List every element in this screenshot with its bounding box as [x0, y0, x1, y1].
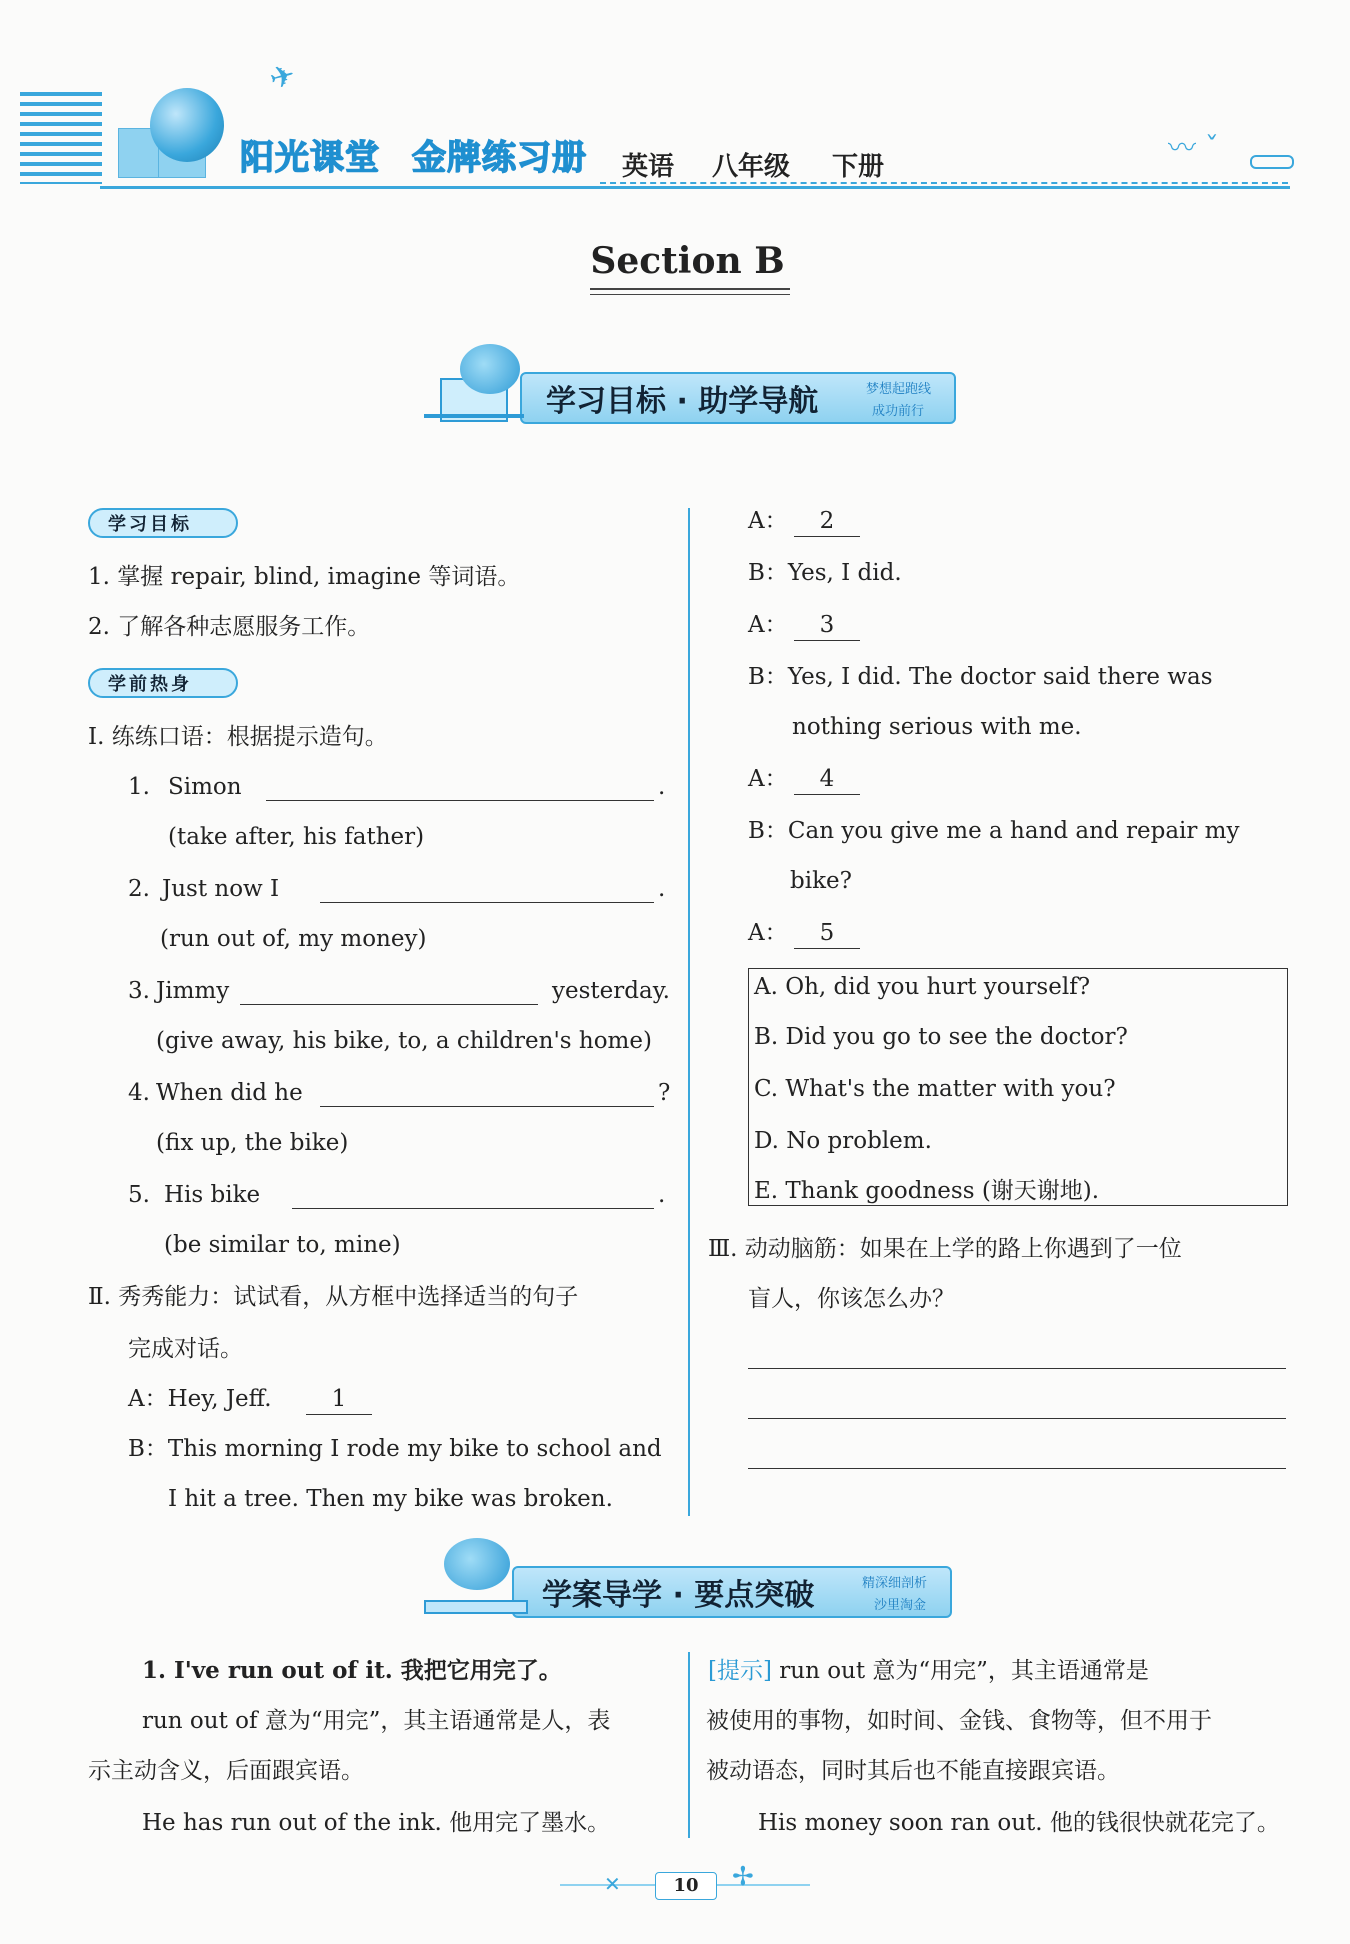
- volume-label: 下册: [832, 152, 885, 182]
- key-point-text: run out 意为“用完”，其主语通常是: [771, 1658, 1149, 1684]
- column-divider: [688, 508, 690, 1516]
- column-divider: [688, 1652, 690, 1838]
- section-title: Section B: [590, 240, 785, 282]
- sentence-number: 4.: [128, 1080, 150, 1106]
- answer-blank[interactable]: [320, 1082, 654, 1107]
- banner-slogan-1: 精深细剖析: [862, 1576, 928, 1591]
- header-end-ornament: [1250, 155, 1294, 169]
- answer-blank[interactable]: [292, 1184, 654, 1209]
- part2-heading: Ⅱ. 秀秀能力：试试看，从方框中选择适当的句子: [88, 1284, 579, 1310]
- answer-blank[interactable]: 4: [794, 764, 860, 795]
- key-point-text: 被动语态，同时其后也不能直接跟宾语。: [706, 1758, 1120, 1784]
- brand-subtitle: 金牌练习册: [412, 138, 587, 178]
- header-dashline: [600, 182, 1288, 184]
- sentence-end: yesterday.: [552, 978, 670, 1004]
- answer-blank[interactable]: [266, 776, 654, 801]
- goal-item: 2. 了解各种志愿服务工作。: [88, 614, 371, 640]
- sentence-number: 1.: [128, 774, 150, 800]
- sentence-lead: His bike: [164, 1182, 261, 1208]
- hint-label: [提示]: [708, 1658, 772, 1684]
- star-icon: ✕: [604, 1872, 621, 1896]
- answer-blank[interactable]: 1: [306, 1384, 372, 1415]
- tree-icon: [460, 344, 520, 394]
- answer-line[interactable]: [748, 1418, 1286, 1419]
- answer-line[interactable]: [748, 1368, 1286, 1369]
- option-item: E. Thank goodness (谢天谢地).: [754, 1178, 1100, 1204]
- sentence-number: 3.: [128, 978, 150, 1004]
- sentence-hint: (take after, his father): [168, 824, 425, 850]
- sentence-hint: (fix up, the bike): [156, 1130, 349, 1156]
- answer-blank[interactable]: [320, 878, 654, 903]
- section-title-underline: [590, 288, 790, 295]
- sentence-end: .: [658, 774, 666, 800]
- dialog-line-cont: nothing serious with me.: [792, 714, 1082, 740]
- dialog-line: B：This morning I rode my bike to school and: [128, 1436, 662, 1462]
- dialog-speaker: A：: [748, 920, 788, 946]
- option-item: A. Oh, did you hurt yourself?: [754, 974, 1091, 1000]
- option-item: C. What's the matter with you?: [754, 1076, 1116, 1102]
- banner-slogan-2: 沙里淘金: [874, 1598, 927, 1613]
- paper-plane-icon: ✈: [265, 57, 300, 98]
- grade-label: 八年级: [712, 152, 791, 182]
- answer-line[interactable]: [748, 1468, 1286, 1469]
- part3-heading-cont: 盲人，你该怎么办？: [748, 1286, 955, 1312]
- dialog-line: A：Hey, Jeff.: [128, 1386, 272, 1412]
- tree-icon: [444, 1538, 510, 1590]
- dialog-line: I hit a tree. Then my bike was broken.: [168, 1486, 613, 1512]
- answer-blank[interactable]: 3: [794, 610, 860, 641]
- answer-blank[interactable]: 5: [794, 918, 860, 949]
- sentence-end: ?: [658, 1080, 671, 1106]
- banner-slogan-2: 成功前行: [872, 404, 925, 419]
- sentence-lead: When did he: [156, 1080, 303, 1106]
- key-point-text: 被使用的事物，如时间、金钱、食物等，但不用于: [706, 1708, 1212, 1734]
- sentence-hint: (run out of, my money): [160, 926, 427, 952]
- dialog-line-cont: bike?: [790, 868, 852, 894]
- tag-study-goals: 学习目标: [88, 508, 238, 538]
- key-point-text: 示主动含义，后面跟宾语。: [88, 1758, 364, 1784]
- banner-title: 学习目标 · 助学导航: [546, 384, 819, 419]
- sentence-hint: (be similar to, mine): [164, 1232, 401, 1258]
- sentence-number: 5.: [128, 1182, 150, 1208]
- key-point-example: His money soon ran out. 他的钱很快就花完了。: [758, 1810, 1280, 1836]
- dialog-speaker: A：: [748, 612, 788, 638]
- sentence-end: .: [658, 1182, 666, 1208]
- dialog-line: B：Can you give me a hand and repair my: [748, 818, 1240, 844]
- sentence-number: 2.: [128, 876, 150, 902]
- answer-blank[interactable]: 2: [794, 506, 860, 537]
- birds-icon: 〰 ˇ: [1168, 131, 1219, 164]
- dialog-line: B：Yes, I did.: [748, 560, 902, 586]
- dialog-speaker: A：: [748, 766, 788, 792]
- header-stripes: [20, 92, 102, 184]
- sentence-hint: (give away, his bike, to, a children's home): [156, 1028, 652, 1054]
- banner-ground: [424, 1600, 528, 1614]
- sentence-lead: Jimmy: [156, 978, 230, 1004]
- dialog-speaker: A：: [748, 508, 788, 534]
- sentence-end: .: [658, 876, 666, 902]
- sentence-lead: Just now I: [162, 876, 280, 902]
- banner-ground: [424, 414, 524, 418]
- page-number: 10: [655, 1872, 717, 1900]
- tag-warmup: 学前热身: [88, 668, 238, 698]
- banner-title: 学案导学 · 要点突破: [542, 1578, 815, 1613]
- part1-heading: Ⅰ. 练练口语：根据提示造句。: [88, 724, 388, 750]
- brand-title: 阳光课堂: [240, 138, 380, 178]
- goal-item: 1. 掌握 repair, blind, imagine 等词语。: [88, 564, 521, 590]
- option-item: B. Did you go to see the doctor?: [754, 1024, 1128, 1050]
- dialog-line: B：Yes, I did. The doctor said there was: [748, 664, 1213, 690]
- pinwheel-icon: ✢: [732, 1862, 754, 1892]
- answer-blank[interactable]: [240, 980, 538, 1005]
- option-item: D. No problem.: [754, 1128, 932, 1154]
- key-point-heading: 1. I've run out of it. 我把它用完了。: [142, 1657, 562, 1684]
- sentence-lead: Simon: [168, 774, 242, 800]
- part3-heading: Ⅲ. 动动脑筋：如果在上学的路上你遇到了一位: [708, 1236, 1182, 1262]
- key-point-text: run out of 意为“用完”，其主语通常是人，表: [142, 1708, 611, 1734]
- banner-slogan-1: 梦想起跑线: [866, 382, 932, 397]
- part2-heading-cont: 完成对话。: [128, 1336, 243, 1362]
- subject-label: 英语: [622, 152, 675, 182]
- key-point-example: He has run out of the ink. 他用完了墨水。: [142, 1810, 611, 1836]
